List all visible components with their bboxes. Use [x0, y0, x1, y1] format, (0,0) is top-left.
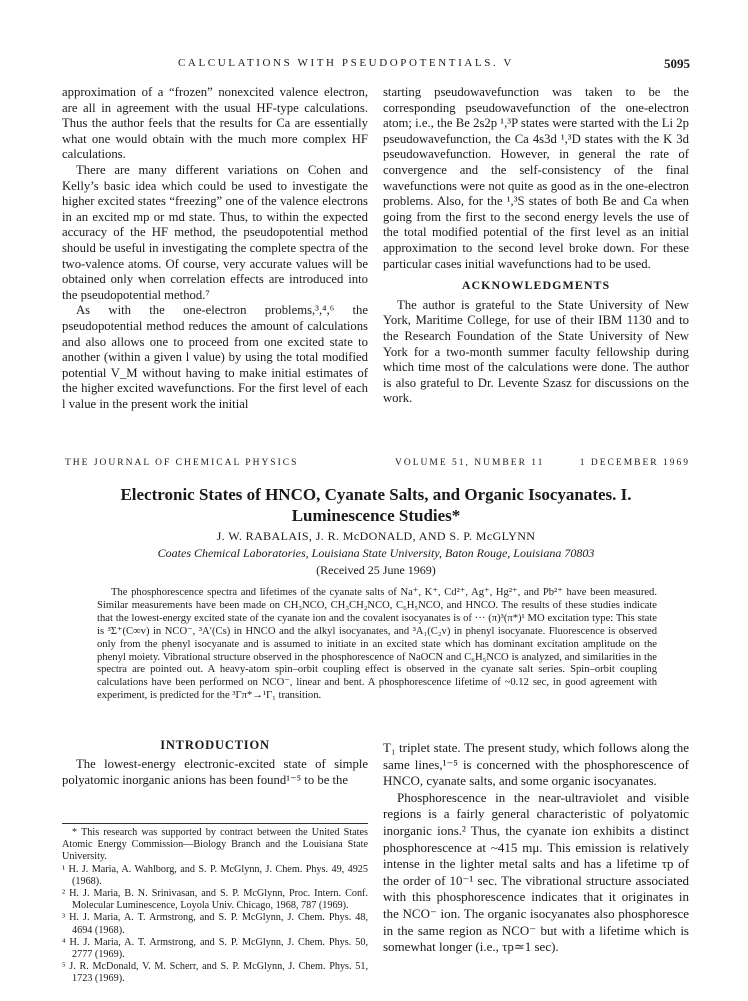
journal-info-line: [65, 458, 690, 472]
acknowledgments-heading: ACKNOWLEDGMENTS: [461, 278, 611, 293]
introduction-left-column: [62, 757, 368, 788]
footnote: ¹ H. J. Maria, A. Wahlborg, and S. P. McGlynn, J. Chem. Phys. 49, 4925 (1968).: [62, 863, 368, 887]
footnote: ³ H. J. Maria, A. T. Armstrong, and S. P. McGlynn, J. Chem. Phys. 48, 4694 (1968).: [62, 912, 368, 936]
page-number: 5095: [664, 56, 690, 71]
article-affiliation: Coates Chemical Laboratories, Louisiana State University, Baton Rouge, Louisiana 70803: [157, 546, 595, 560]
footnote-divider: [62, 823, 368, 824]
acknowledgments-text: The author is grateful to the State University of New York, Maritime College, for use of their IBM 1130 and to the Research Foundation of the State University of New York for a two-month summer faculty fellowship during which time most of the calculations were done. The author is also grateful to Dr. Levente Szasz for discussions on the work.: [383, 297, 689, 406]
abstract-text: The phosphorescence spectra and lifetimes of the cyanate salts of Na⁺, K⁺, Cd²⁺, Ag⁺, Hg²⁺, and Pb²⁺ have been measured. Similar measurements have been made on CH₃NCO, CH₃CH₂NCO, C₆H₅NCO, and HNCO. The results of these studies indicate that the lowest-energy excited state of the cyanate ion and the covalent isocyanates is of ··· (π)³(π*)¹ MO excitation type: This state is ³Σ⁺(C∞v) in NCO⁻, ³A′(Cs) in HNCO and the alkyl isocyanates, and ³A₁(C₂v) in phenyl isocyanate. Fluorescence is observed only from the phenyl isocyanate and is assumed to initiate in an excited state which has dominant excitation amplitude on the phenyl moiety. Vibrational structure observed in the phosphorescence of NaOCN and C₆H₅NCO is analyzed, and similarities in the spectra are pointed out. A heavy-atom spin–orbit coupling effect is observed in the cyanate salt series. Spin–orbit coupling calculations have been performed on NCO⁻, linear and bent. A phosphorescence lifetime of ~0.12 sec, in good agreement with experiment, is predicted for the ³Γπ*→¹Γ₁ transition.: [97, 587, 657, 702]
introduction-right-column: [383, 740, 689, 956]
footnote: ² H. J. Maria, B. N. Srinivasan, and S. P. McGlynn, Proc. Intern. Conf. Molecular Luminescence, Loyola Univ. Chicago, 1968, 787 (1969).: [62, 888, 368, 912]
running-head: [60, 57, 690, 73]
paragraph: Phosphorescence in the near-ultraviolet and visible regions is a fairly general characteristic of polyatomic inorganic ions.² Thus, the cyanate ion exhibits a distinct phosphorescence at ~415 mμ. This emission is relatively intense in the lighter metal salts and has a lifetime τp of the order of 10⁻¹ sec. The vibrational structure associated with this phosphorescence indicates that it originates in the NCO⁻ ion. The organic isocyanates also phosphoresce in the same region as NCO⁻ but with a lifetime which is somewhat longer (i.e., τp≃1 sec).: [383, 789, 689, 955]
footnotes: [62, 827, 368, 986]
previous-article-right-column: [383, 85, 689, 407]
journal-volume: VOLUME 51, NUMBER 11: [395, 458, 545, 468]
paragraph: approximation of a “frozen” nonexcited valence electron, are all in agreement with the usual HF-type calculations. Thus the author feels that the results for Ca are essentially what one would obtain with the much more complex HF calculations.: [62, 85, 368, 162]
footnote: ⁴ H. J. Maria, A. T. Armstrong, and S. P. McGlynn, J. Chem. Phys. 50, 2777 (1969).: [62, 936, 368, 961]
received-date: (Received 25 June 1969): [316, 563, 436, 577]
paragraph: T₁ triplet state. The present study, which follows along the same lines,¹⁻⁵ is concerned with the phosphorescence of HNCO, cyanate salts, and some organic isocyanates.: [383, 740, 689, 789]
journal-date: 1 DECEMBER 1969: [579, 458, 690, 468]
paragraph: The lowest-energy electronic-excited state of simple polyatomic inorganic anions has been found¹⁻⁵ to be the: [62, 757, 368, 787]
paragraph: starting pseudowavefunction was taken to be the corresponding pseudowavefunction of the one-electron atom; i.e., the Be 2s2p ¹,³P states were started with the Li 2p pseudowavefunction, the Ca 4s3d ¹,³D states with the K 3d pseudowavefunction. However, in general the rate of convergence and the self-consistency of the final wavefunctions were not quite as good as in the one-electron problems. Also, for the ¹,³S states of both Be and Ca when going from the first to the second energy levels the use of the total modified potential of the first level as an initial approximation to the second level broke down. For these particular cases initial wavefunctions had to be used.: [383, 85, 689, 271]
footnote: ⁵ J. R. McDonald, V. M. Scherr, and S. P. McGlynn, J. Chem. Phys. 51, 1723 (1969).: [62, 961, 368, 985]
journal-name: THE JOURNAL OF CHEMICAL PHYSICS: [65, 458, 299, 468]
previous-article-left-column: [62, 85, 368, 412]
article-title-line: Electronic States of HNCO, Cyanate Salts, and Organic Isocyanates. I.: [120, 485, 632, 504]
article-title: [62, 484, 690, 526]
paragraph: There are many different variations on Cohen and Kelly’s basic idea which could be used to investigate the higher excited states “freezing” one of the valence electrons in an excited mp or md state. Thus, to within the expected accuracy of the HF method, the pseudopotential method should be useful in investigating the complete spectra of the two-valence atoms. Of course, very accurate values will be obtained only when correlation effects are introduced into the pseudopotential method.⁷: [62, 162, 368, 302]
abstract: [97, 587, 657, 703]
article-authors: J. W. RABALAIS, J. R. McDONALD, AND S. P. McGLYNN: [216, 529, 536, 543]
running-head-title: CALCULATIONS WITH PSEUDOPOTENTIALS. V: [178, 57, 514, 69]
article-title-line: Luminescence Studies*: [291, 506, 461, 525]
footnote: * This research was supported by contract between the United States Atomic Energy Commission—Biology Branch and the Louisiana State University.: [62, 827, 368, 863]
introduction-heading: INTRODUCTION: [160, 738, 270, 752]
paragraph: As with the one-electron problems,³,⁴,⁶ the pseudopotential method reduces the amount of calculations and also allows one to proceed from one excited state to another (within a given l value) by using the total modified potential V_M without having to make initial estimates of the higher excited wavefunctions. For the first level of each l value in the present work the initial: [62, 303, 368, 411]
